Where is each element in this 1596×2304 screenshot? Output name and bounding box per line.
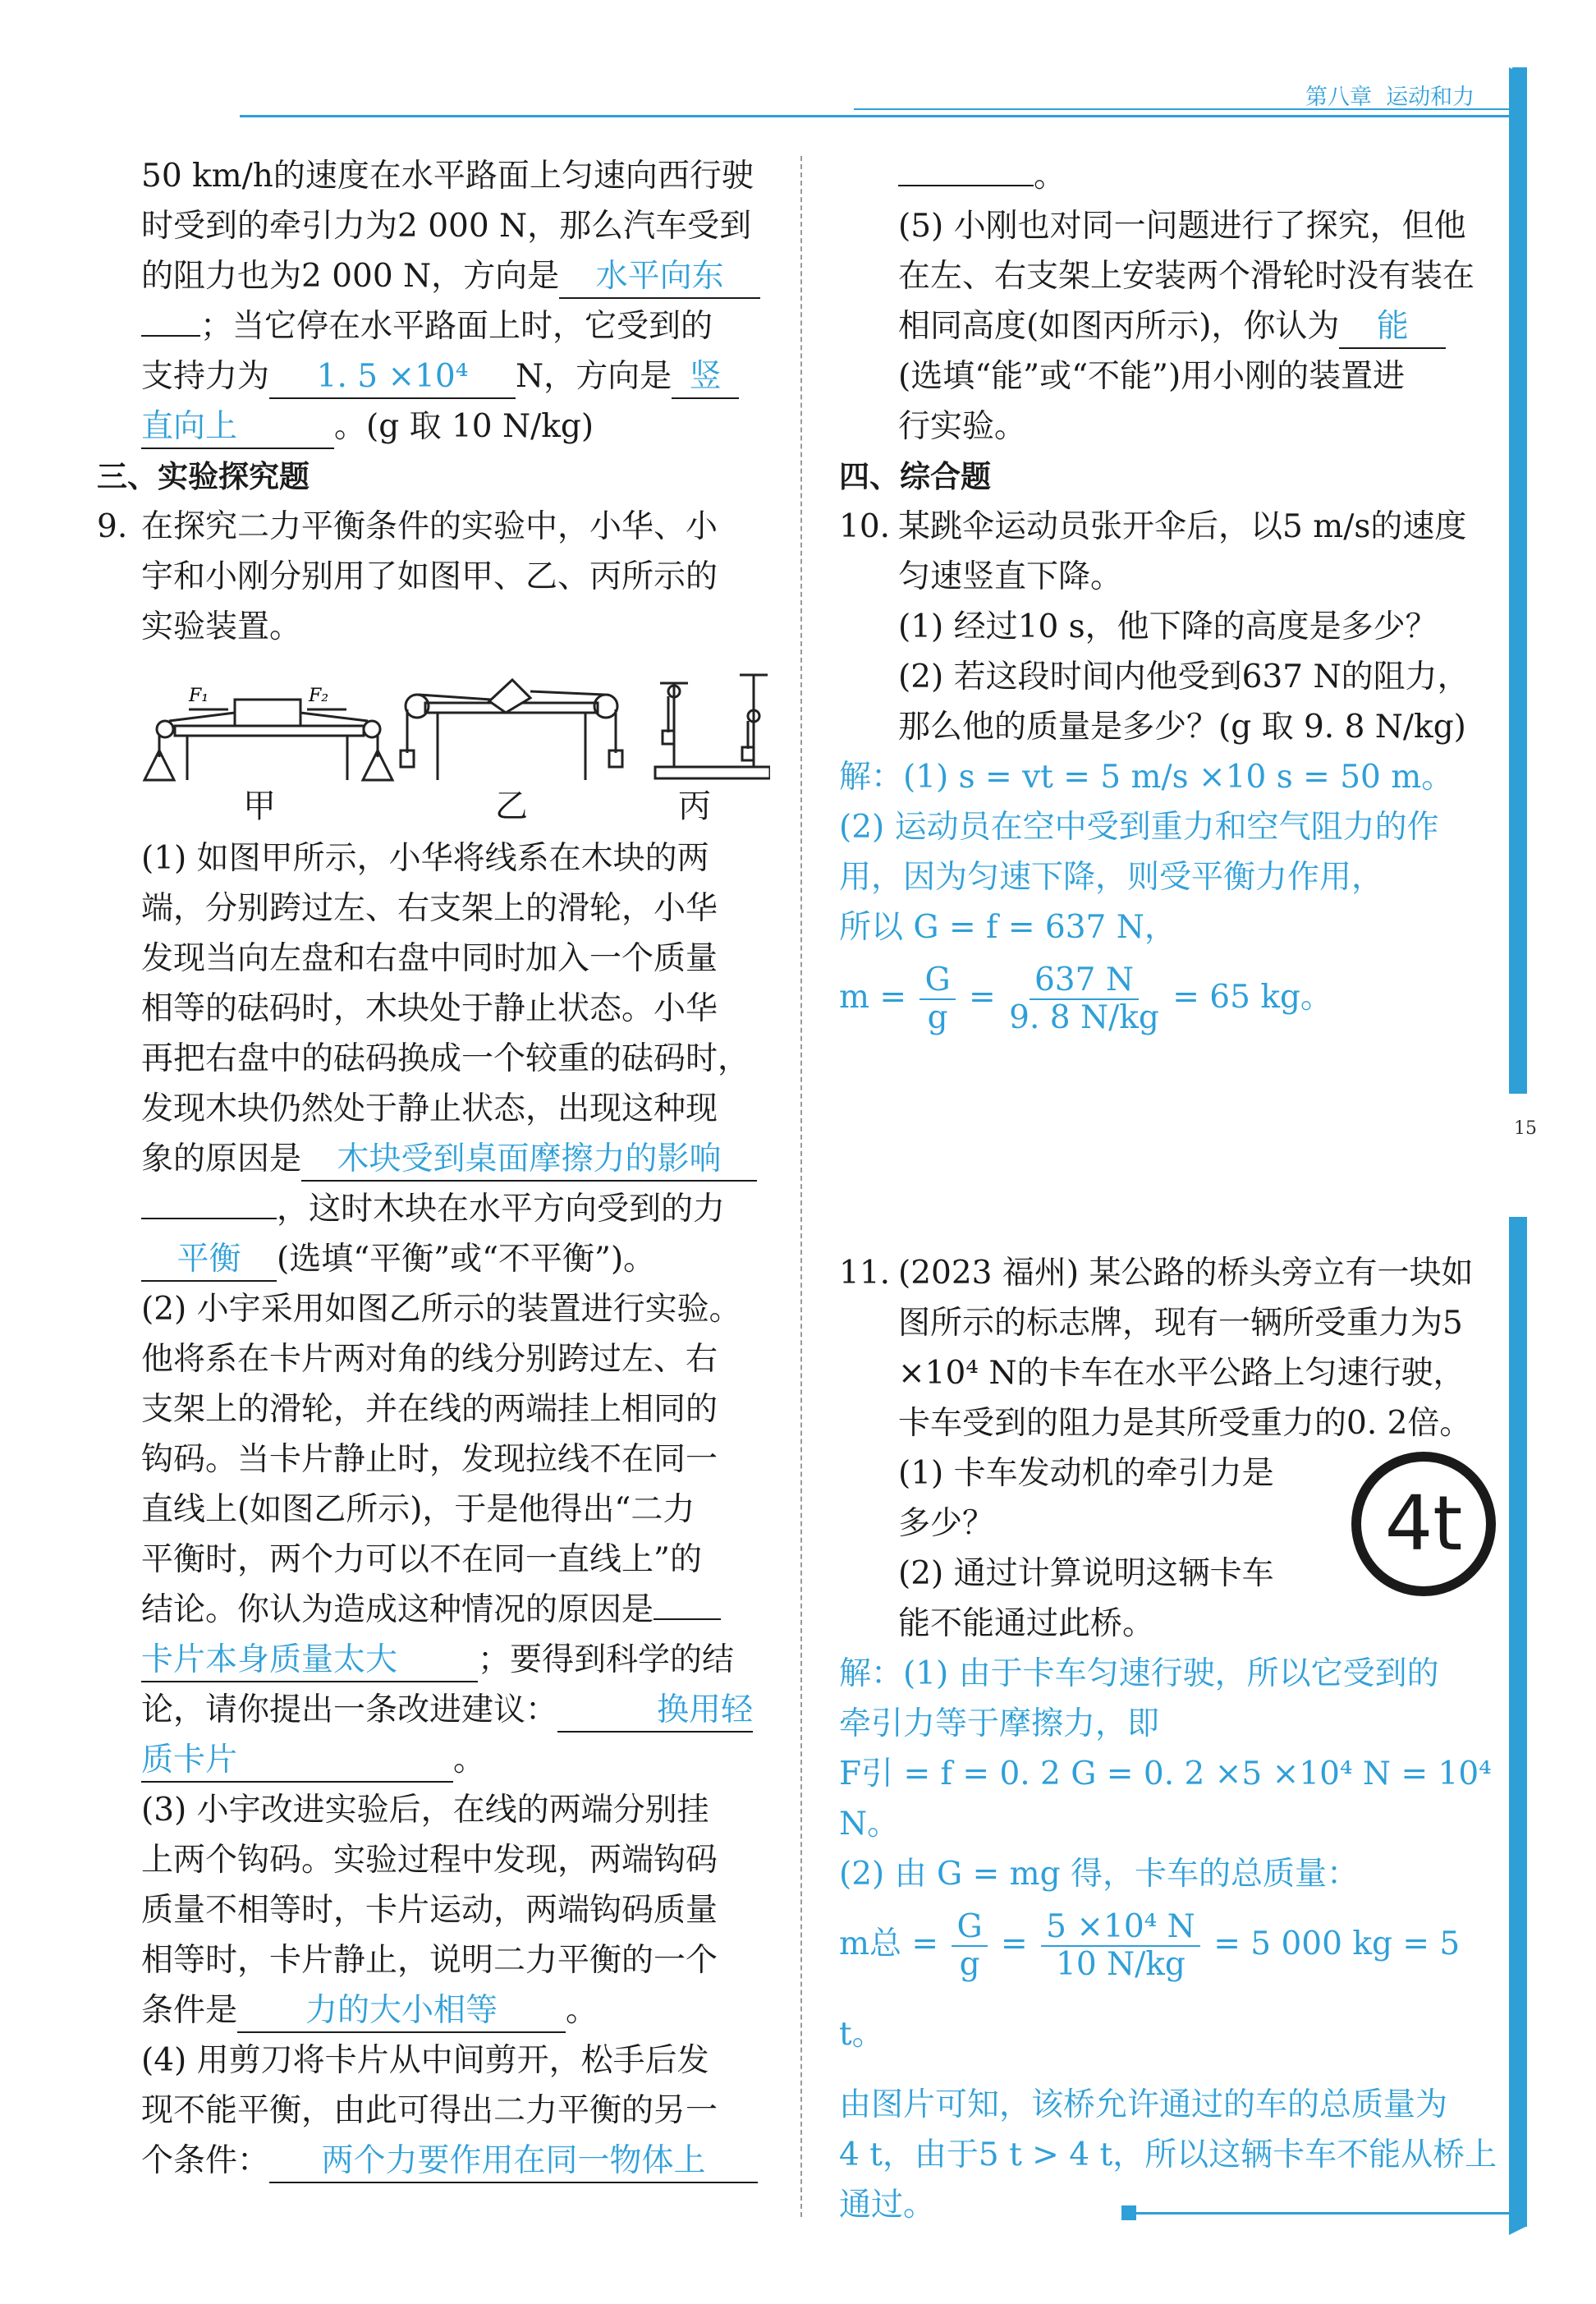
text-line: 质量不相等时，卡片运动，两端钩码质量 — [141, 1892, 718, 1929]
left-column — [97, 151, 770, 2186]
text-line: 他将系在卡片两对角的线分别跨过左、右 — [141, 1341, 718, 1378]
text-line: 钩码。当卡片静止时，发现拉线不在同一 — [141, 1441, 718, 1478]
answer-blank[interactable]: 能 — [1339, 306, 1446, 349]
solution-line: 所以 G = f = 637 N， — [839, 909, 1176, 946]
f1-label: F₁ — [189, 686, 209, 706]
text-line: ；当它停在水平路面上时，它受到的 — [97, 301, 770, 351]
text-line: 直线上(如图乙所示)，于是他得出“二力 — [141, 1491, 695, 1528]
text-line: 在左、右支架上安装两个滑轮时没有装在 — [898, 258, 1475, 295]
answer-blank-cont[interactable] — [141, 335, 200, 337]
text-line: 那么他的质量是多少？(g 取 9. 8 N/kg) — [898, 709, 1466, 746]
text-line: 的阻力也为2 000 N，方向是 水平向东 — [97, 251, 770, 301]
answer-blank[interactable]: 质卡片 — [141, 1740, 453, 1783]
answer-blank[interactable]: 力的大小相等 — [237, 1990, 566, 2033]
text-line: 时受到的牵引力为2 000 N，那么汽车受到 — [141, 208, 752, 245]
answer-blank[interactable]: 平衡 — [141, 1239, 277, 1282]
text-line: 直向上 。(g 取 10 N/kg) — [97, 402, 770, 452]
apparatus-drawings — [97, 659, 770, 782]
text-line: 平衡时，两个力可以不在同一直线上”的 — [141, 1541, 702, 1578]
solution-line: 解：(1) 由于卡车匀速行驶，所以它受到的 — [839, 1655, 1439, 1692]
q11-block — [839, 1248, 1512, 2230]
answer-blank[interactable]: 水平向东 — [559, 256, 760, 299]
text-line: 质卡片 。 — [97, 1735, 770, 1785]
answer-blank[interactable]: 木块受到桌面摩擦力的影响 — [301, 1139, 757, 1182]
solution-line: (2) 由 G = mg 得，卡车的总质量： — [839, 1856, 1360, 1893]
answer-blank[interactable]: 直向上 — [141, 406, 334, 449]
text-line: 现不能平衡，由此可得出二力平衡的另一 — [141, 2092, 718, 2129]
section-title: 四、综合题 — [839, 459, 991, 494]
solution-line: 通过。 — [839, 2187, 936, 2224]
f2-label: F₂ — [309, 686, 329, 706]
text-line: 行实验。 — [898, 408, 1027, 445]
text-line: (4) 用剪刀将卡片从中间剪开，松手后发 — [141, 2042, 709, 2079]
text-line: (2) 若这段时间内他受到637 N的阻力， — [898, 659, 1470, 695]
text-line: 实验装置。 — [141, 608, 302, 645]
text-line: ，这时木块在水平方向受到的力 — [97, 1184, 770, 1234]
text-line: (1) 卡车发动机的牵引力是 — [898, 1455, 1274, 1492]
figure-apparatus — [97, 659, 770, 833]
chapter-header — [1305, 79, 1474, 111]
text-line: (2) 小宇采用如图乙所示的装置进行实验。 — [141, 1291, 741, 1328]
text-line: 条件是 力的大小相等 。 — [97, 1985, 770, 2036]
text-line: 发现木块仍然处于静止状态，出现这种现 — [141, 1090, 718, 1127]
text-line: 再把右盘中的砝码换成一个较重的砝码时， — [141, 1040, 750, 1077]
solution-line: 牵引力等于摩擦力，即 — [839, 1705, 1160, 1742]
text-line: (1) 经过10 s，他下降的高度是多少？ — [898, 608, 1438, 645]
text-line: 图所示的标志牌，现有一辆所受重力为5 — [898, 1305, 1463, 1342]
text-line: 多少？ — [898, 1505, 995, 1542]
text-line: 端，分别跨过左、右支架上的滑轮，小华 — [141, 890, 718, 927]
answer-blank[interactable]: 两个力要作用在同一物体上 — [269, 2141, 758, 2183]
q10-line: 10. 某跳伞运动员张开伞后，以5 m/s的速度 — [839, 508, 1467, 545]
solution-formula: m = $\frac{G}{g}$ = $\frac{637 N}{9. 8 N/kg}$ = 65 kg。 — [839, 962, 1332, 1036]
solution-line: F引 = f = 0. 2 G = 0. 2 ×5 ×10⁴ N = 10⁴ N。 — [839, 1756, 1492, 1843]
answer-blank-start[interactable] — [654, 1618, 721, 1620]
sign-text: 4t — [1384, 1480, 1463, 1567]
text-line: 50 km/h的速度在水平路面上匀速向西行驶 — [141, 158, 754, 195]
text-line: 支持力为 1. 5 ×10⁴ N，方向是 竖 — [97, 351, 770, 402]
text-line: (3) 小宇改进实验后，在线的两端分别挂 — [141, 1792, 709, 1829]
text-line: 发现当向左盘和右盘中同时加入一个质量 — [141, 940, 718, 977]
section-title: 三、实验探究题 — [97, 459, 310, 494]
text-line: 相等时，卡片静止，说明二力平衡的一个 — [141, 1942, 718, 1979]
text-line: (5) 小刚也对同一问题进行了探究，但他 — [898, 208, 1466, 245]
text-line: 卡车受到的阻力是其所受重力的0. 2倍。 — [898, 1405, 1472, 1442]
text-line: 匀速竖直下降。 — [898, 558, 1123, 595]
text-line: ×10⁴ N的卡车在水平公路上匀速行驶， — [898, 1355, 1465, 1392]
text-line: (选填“能”或“不能”)用小刚的装置进 — [898, 358, 1406, 395]
text-line: 论，请你提出一条改进建议： 换用轻 — [97, 1685, 770, 1735]
solution-formula: m总 = $\frac{G}{g}$ = $\frac{\text{5 ×10⁴ N}}{10 N/kg}$ = 5 000 kg = 5 t。 — [839, 1908, 1461, 2053]
figure-label-yi: 乙 — [495, 787, 528, 825]
solution-line: 解：(1) s = vt = 5 m/s ×10 s = 50 m。 — [839, 759, 1454, 796]
solution-line: 4 t，由于5 t > 4 t，所以这辆卡车不能从桥上 — [839, 2136, 1497, 2173]
text-line: 。 — [839, 151, 1512, 201]
text-line: (1) 如图甲所示，小华将线系在木块的两 — [141, 840, 709, 877]
answer-blank[interactable]: 卡片本身质量太大 — [141, 1640, 478, 1682]
q11-line: 11. (2023 福州) 某公路的桥头旁立有一块如 — [839, 1255, 1474, 1292]
text-line: 结论。你认为造成这种情况的原因是 — [97, 1585, 770, 1635]
text-line: 能不能通过此桥。 — [898, 1605, 1155, 1642]
answer-blank[interactable]: 1. 5 ×10⁴ — [269, 356, 516, 399]
chapter-label: 第八章 — [1305, 85, 1372, 110]
solution-line: (2) 运动员在空中受到重力和空气阻力的作 — [839, 809, 1439, 846]
q9-line: 9. 在探究二力平衡条件的实验中，小华、小 — [97, 508, 718, 545]
answer-blank-cont[interactable] — [141, 1218, 277, 1219]
text-line: 上两个钩码。实验过程中发现，两端钩码 — [141, 1842, 718, 1879]
text-line: 个条件： 两个力要作用在同一物体上 — [97, 2136, 770, 2186]
column-divider — [800, 156, 802, 2217]
section-label: 运动和力 — [1386, 85, 1475, 110]
text-line: 相同高度(如图丙所示)，你认为 能 — [839, 301, 1512, 351]
text-line: 卡片本身质量太大 ；要得到科学的结 — [97, 1635, 770, 1685]
text-line: 宇和小刚分别用了如图甲、乙、丙所示的 — [141, 558, 718, 595]
right-column — [839, 151, 1512, 1043]
page-number: 15 — [1514, 1118, 1537, 1139]
text-line: 平衡 (选填“平衡”或“不平衡”)。 — [97, 1234, 770, 1284]
figure-label-jia: 甲 — [243, 787, 276, 825]
answer-blank[interactable]: 竖 — [672, 356, 739, 399]
text-line: 相等的砝码时，木块处于静止状态。小华 — [141, 990, 718, 1027]
solution-line: 用，因为匀速下降，则受平衡力作用， — [839, 859, 1384, 896]
text-line: (2) 通过计算说明这辆卡车 — [898, 1555, 1274, 1592]
solution-line: 由图片可知，该桥允许通过的车的总质量为 — [839, 2086, 1448, 2123]
answer-blank-cont[interactable] — [898, 185, 1034, 186]
weight-limit-sign — [1351, 1452, 1496, 1596]
text-line: 象的原因是 木块受到桌面摩擦力的影响 — [97, 1134, 770, 1184]
edge-tab — [1509, 67, 1542, 2235]
text-line: 支架上的滑轮，并在线的两端挂上相同的 — [141, 1391, 718, 1428]
figure-label-bing: 丙 — [678, 787, 711, 825]
answer-blank[interactable]: 换用轻 — [557, 1690, 753, 1733]
header-rule — [240, 115, 1512, 117]
